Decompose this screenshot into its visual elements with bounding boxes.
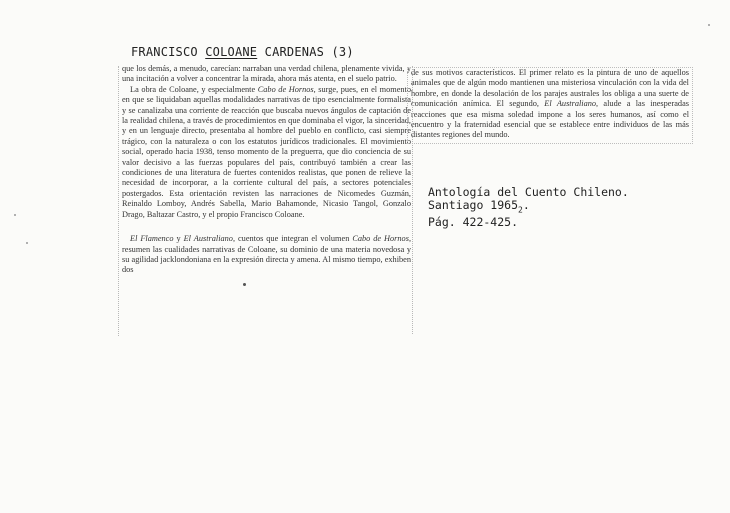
left-paragraph-3-title-3: Cabo de Hornos: [352, 234, 409, 244]
reference-line-2-end: .: [522, 198, 530, 212]
heading-name-rest: CARDENAS (3): [257, 45, 354, 59]
left-paragraph-2-rest: , surge, pues, en el momento en que se liquidaban aquellas modalidades narrativas de tipo esencialmente formalista y se canalizaba una corriente de reacción que buscaba nuevos ángulos de captación de la realidad chilena, a través de procedimientos en que dominaba el vigor, la sinceridad, y en un lenguaje directo, presentaba al hombre del pueblo en conflicto, casi siempre trágico, con la naturaleza o con los estatutos jurídicos tradicionales. El movimiento social, operado hacia 1938, tenso momento de la preguerra, que dio conciencia de su valor decisivo a las fuerzas populares del país, contribuyó también a crear las condiciones de una literatura de fuertes contenidos realistas, que ponen de relieve la necesidad de incorporar, a la corriente cultural del país, a sectores potenciales postergados. Esta orientación revisten las narraciones de Nicomedes Guzmán, Reinaldo Lomboy, Andrés Sabella, Mario Bahamonde, Nicasio Tangol, Gonzalo Drago, Baltazar Castro, y el propio Francisco Coloane.: [122, 84, 411, 219]
left-paragraph-1: que los demás, a menudo, carecían: narraban una verdad chilena, plenamente vivida, y una incitación a volver a concentrar la mirada, ahora más atenta, en el suelo patrio.: [122, 64, 411, 84]
reference-line-1: Antología del Cuento Chileno.: [428, 185, 629, 199]
left-paragraph-3-rest: , resumen las cualidades narrativas de Coloane, su dominio de una materia novedosa y su agilidad jacklondoniana en la expresión directa y amena. Al mismo tiempo, exhiben dos: [122, 234, 412, 275]
column-divider-line: [412, 66, 413, 334]
section-separator-dot: [243, 283, 246, 286]
left-paragraph-3: [122, 234, 411, 276]
right-paragraph-title: El Australiano: [544, 99, 597, 109]
right-text-column: [407, 67, 693, 144]
heading-name-first: FRANCISCO: [131, 45, 206, 59]
right-paragraph-start: de sus motivos característicos. El primer relato es la pintura de uno de aquellos animales que de algún modo mantienen una misteriosa vinculación con la vida del hombre, en donde la desolación de los parajes australes los obliga a una suerte de comunicación anímica. El segundo,: [411, 68, 689, 109]
heading-name-underlined: COLOANE: [205, 45, 258, 59]
left-text-column: [122, 64, 411, 276]
scan-speck: [708, 24, 710, 26]
reference-line-3: Pág. 422-425.: [428, 215, 519, 230]
scan-speck: [14, 214, 16, 216]
reference-line-2-sub: 2: [518, 205, 523, 215]
left-paragraph-2-start: La obra de Coloane, y especialmente: [130, 84, 258, 94]
left-paragraph-3-join: y: [173, 234, 184, 244]
left-paragraph-3-title-2: El Australiano: [183, 234, 233, 244]
left-paragraph-3-mid: , cuentos que integran el volumen: [232, 234, 353, 244]
left-paragraph-2-title: Cabo de Hornos: [257, 84, 314, 94]
left-paragraph-3-title-1: El Flamenco: [130, 234, 174, 244]
right-paragraph-rest: , alude a las inesperadas reacciones que esa misma soledad impone a los seres humanos, así como el encuentro y la fraternidad esencial que se establece entre individuos de las más distantes regiones del mundo.: [411, 99, 689, 140]
right-paragraph: [411, 68, 689, 141]
reference-line-2: Santiago 1965: [428, 198, 519, 212]
left-paragraph-2: [122, 85, 411, 220]
document-heading: [131, 45, 354, 59]
left-margin-line: [118, 66, 119, 336]
scan-speck: [26, 242, 28, 244]
bibliographic-reference: [428, 186, 629, 229]
